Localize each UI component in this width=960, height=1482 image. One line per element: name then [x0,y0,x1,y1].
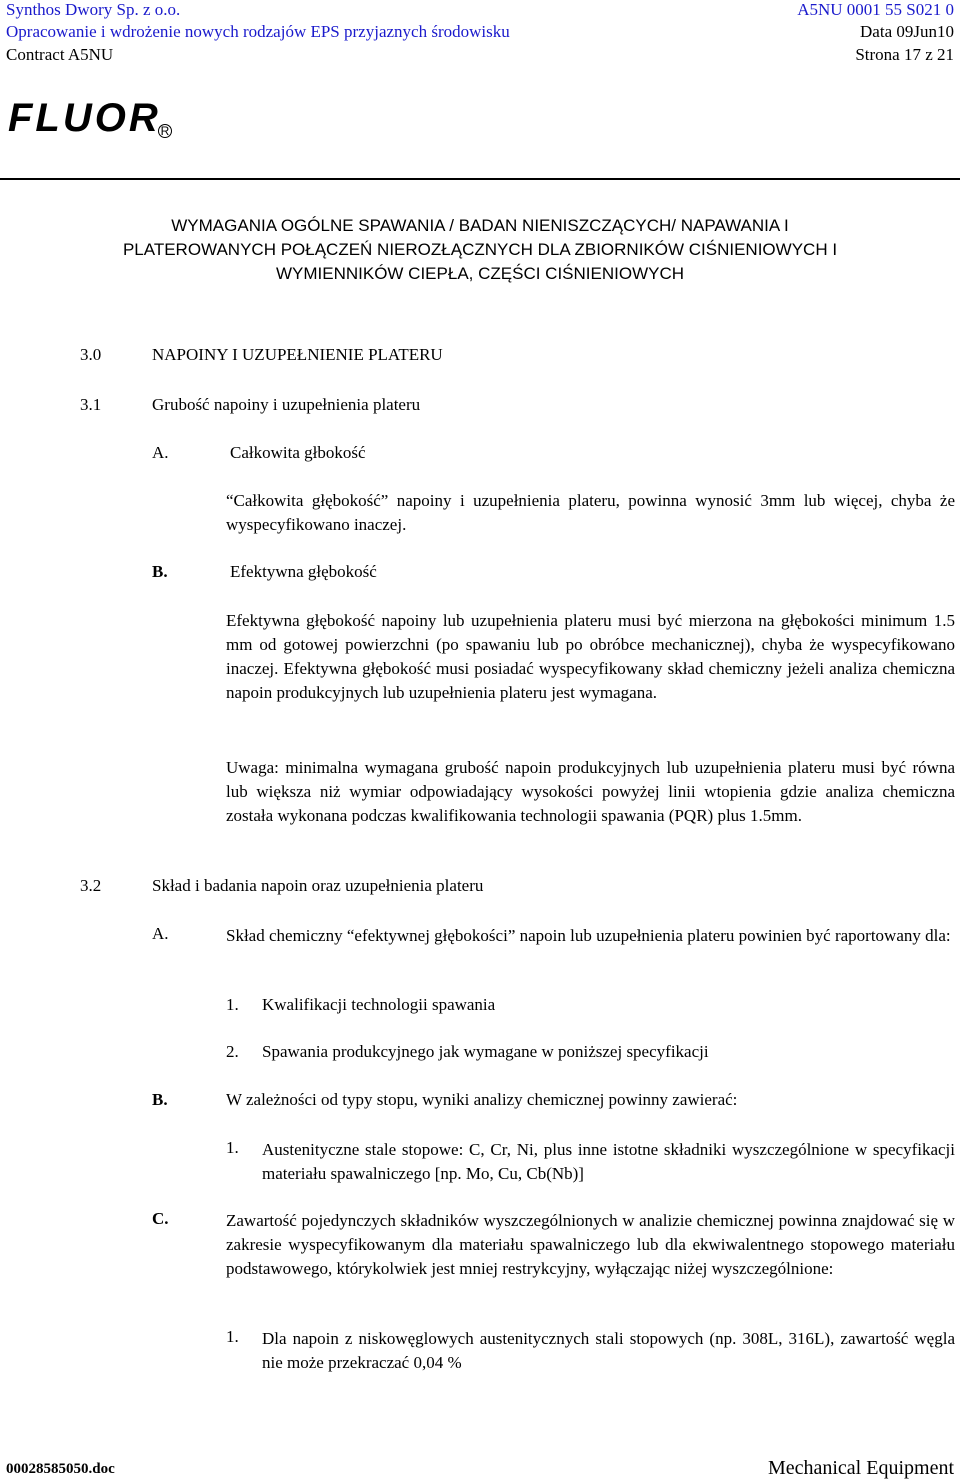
list-item-number: 1. [226,1138,239,1157]
section-heading: NAPOINY I UZUPEŁNIENIE PLATERU [152,345,443,364]
subsection-heading: Grubość napoiny i uzupełnienia plateru [152,395,421,414]
header-contract: Contract A5NU [6,45,114,64]
footer-category: Mechanical Equipment [767,1457,954,1479]
list-item-number: 1. [226,995,239,1014]
header-project: Opracowanie i wdrożenie nowych rodzajów EPS przyjaznych środowisku [6,22,510,41]
item-label-c: C. [152,1209,169,1228]
item-label-b: B. [152,562,168,581]
subsection-heading: Skład i badania napoin oraz uzupełnienia plateru [152,876,484,895]
list-item: Kwalifikacji technologii spawania [262,995,496,1014]
item-label-a: A. [152,443,169,462]
registered-mark-icon: R [158,124,172,138]
footer-filename: 00028585050.doc [6,1461,115,1477]
list-item: Austenityczne stale stopowe: C, Cr, Ni, plus inne istotne składniki wyszczególnione w specyfikacji materiału spawalniczego [np. Mo, Cu, Cb(Nb)] [262,1140,955,1183]
header-date: Data 09Jun10 [860,22,954,41]
subsection-number: 3.1 [80,395,102,414]
paragraph-analysis-results: W zależności od typy stopu, wyniki analizy chemicznej powinny zawierać: [226,1090,738,1109]
list-item: Spawania produkcyjnego jak wymagane w poniższej specyfikacji [262,1042,709,1061]
header-page: Strona 17 z 21 [855,45,954,64]
list-item-number: 1. [226,1327,239,1346]
item-label-a: A. [152,924,169,943]
doc-title-line1: WYMAGANIA OGÓLNE SPAWANIA / BADAN NIENISZCZĄCYCH/ NAPAWANIA I [171,216,789,235]
header-company: Synthos Dwory Sp. z o.o. [6,0,181,19]
paragraph-total-depth: “Całkowita głębokość” napoiny i uzupełnienia plateru, powinna wynosić 3mm lub więcej, chyba że wyspecyfikowano inaczej. [226,491,955,534]
paragraph-note: Uwaga: minimalna wymagana grubość napoin produkcyjnych lub uzupełnienia plateru musi być równa lub większa niż wymiar odpowiadający wysokości powyżej linii wtopienia gdzie analiza chemiczna została wykonana podczas kwalifikowania technologii spawania (PQR) plus 1.5mm. [226,758,955,825]
fluor-logo: FLUOR [8,96,161,140]
header-rule [0,178,960,180]
item-title-b: Efektywna głębokość [230,562,377,581]
doc-title-line2: PLATEROWANYCH POŁĄCZEŃ NIEROZŁĄCZNYCH DLA ZBIORNIKÓW CIŚNIENIOWYCH I [122,240,838,259]
paragraph-composition: Skład chemiczny “efektywnej głębokości” napoin lub uzupełnienia plateru powinien być raportowany dla: [226,926,951,945]
paragraph-component-content: Zawartość pojedynczych składników wyszczególnionych w analizie chemicznej powinna znajdować się w zakresie wyspecyfikowanym dla materiału spawalniczego lub dla ekwiwalentnego stopowego materiału podstawowego, którykolwiek jest mniej restrykcyjny, wyłączając niżej wyszczególnione: [226,1211,955,1278]
section-number: 3.0 [80,345,102,364]
list-item-number: 2. [226,1042,239,1061]
doc-title-line3: WYMIENNIKÓW CIEPŁA, CZĘŚCI CIŚNIENIOWYCH [275,264,685,283]
subsection-number: 3.2 [80,876,102,895]
item-title-a: Całkowita głbokość [230,443,366,462]
item-label-b: B. [152,1090,168,1109]
header-doc-number: A5NU 0001 55 S021 0 [797,0,954,19]
paragraph-effective-depth: Efektywna głębokość napoiny lub uzupełnienia plateru musi być mierzona na głębokości minimum 1.5 mm od gotowej powierzchni (po spawaniu lub po obróbce mechanicznej), chyba że wyspecyfikowano inaczej. Efektywna głębokość musi posiadać wyspecyfikowany skład chemiczny jeżeli analiza chemiczna napoin produkcyjnych lub uzupełnienia plateru jest wymagana. [226,611,955,702]
list-item: Dla napoin z niskowęglowych austenitycznych stali stopowych (np. 308L, 316L), zawartość węgla nie może przekraczać 0,04 % [262,1329,955,1372]
